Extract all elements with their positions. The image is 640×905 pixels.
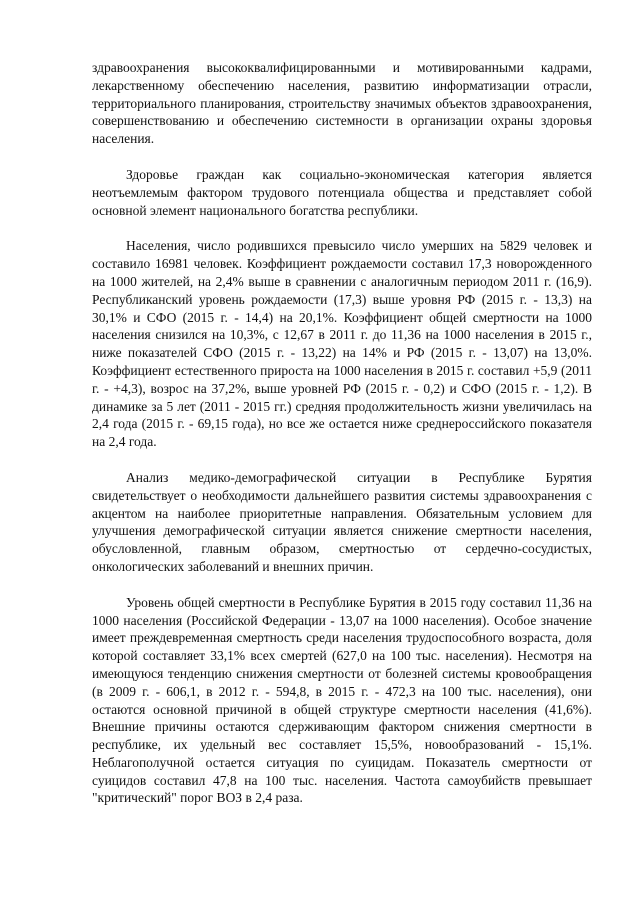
paragraph-mortality-level: Уровень общей смертности в Республике Бурятия в 2015 году составил 11,36 на 1000 населения (Российской Федерации - 13,07 на 1000 населения). Особое значение имеет преждевременная смертность среди населения трудоспособного возраста, доля которой составляет 33,1% всех смертей (627,0 на 100 тыс. населения). Несмотря на имеющуюся тенденцию снижения смертности от болезней системы кровообращения (в 2009 г. - 606,1, в 2012 г. - 594,8, в 2015 г. - 472,3 на 100 тыс. населения), они остаются основной причиной в общей структуре смертности населения (41,6%). Внешние причины остаются сдерживающим фактором снижения смертности в республике, их удельный вес составляет 15,5%, новообразований - 15,1%. Неблагополучной остается ситуация по суицидам. Показатель смертности от суицидов составил 47,8 на 100 тыс. населения. Частота самоубийств превышает "критический" порог ВОЗ в 2,4 раза. <box>92 594 592 806</box>
paragraph-situation-analysis: Анализ медико-демографической ситуации в Республике Бурятия свидетельствует о необходимости дальнейшего развития системы здравоохранения с акцентом на наиболее приоритетные направления. Обязательным условием для улучшения демографической ситуации является снижение смертности населения, обусловленной, главным образом, смертностью от сердечно-сосудистых, онкологических заболеваний и внешних причин. <box>92 469 592 574</box>
paragraph-healthcare-directions: здравоохранения высококвалифицированными и мотивированными кадрами, лекарственному обеспечению населения, развитию информатизации отрасли, территориального планирования, строительству значимых объектов здравоохранения, совершенствованию и обеспечению системности в организации охраны здоровья населения. <box>92 60 592 147</box>
paragraph-health-as-category: Здоровье граждан как социально-экономическая категория является неотъемлемым фактором трудового потенциала общества и представляет собой основной элемент национального богатства республики. <box>92 166 592 218</box>
paragraph-demographic-indicators: Населения, число родившихся превысило число умерших на 5829 человек и составило 16981 человек. Коэффициент рождаемости составил 17,3 новорожденного на 1000 жителей, на 2,4% выше в сравнении с аналогичным периодом 2011 г. (16,9). Республиканский уровень рождаемости (17,3) выше уровня РФ (2015 г. - 13,3) на 30,1% и СФО (2015 г. - 14,4) на 20,1%. Коэффициент общей смертности на 1000 населения снизился на 10,3%, с 12,67 в 2011 г. до 11,36 на 1000 населения в 2015 г., ниже показателей СФО (2015 г. - 13,22) на 14% и РФ (2015 г. - 13,07) на 13,0%. Коэффициент естественного прироста на 1000 населения в 2015 г. составил +5,9 (2011 г. - +4,3), возрос на 37,2%, выше уровней РФ (2015 г. - 0,2) и СФО (2015 г. - 1,2). В динамике за 5 лет (2011 - 2015 гг.) средняя продолжительность жизни увеличилась на 2,4 года (2015 г. - 69,15 года), но все же остается ниже среднероссийского показателя на 2,4 года. <box>92 238 592 450</box>
